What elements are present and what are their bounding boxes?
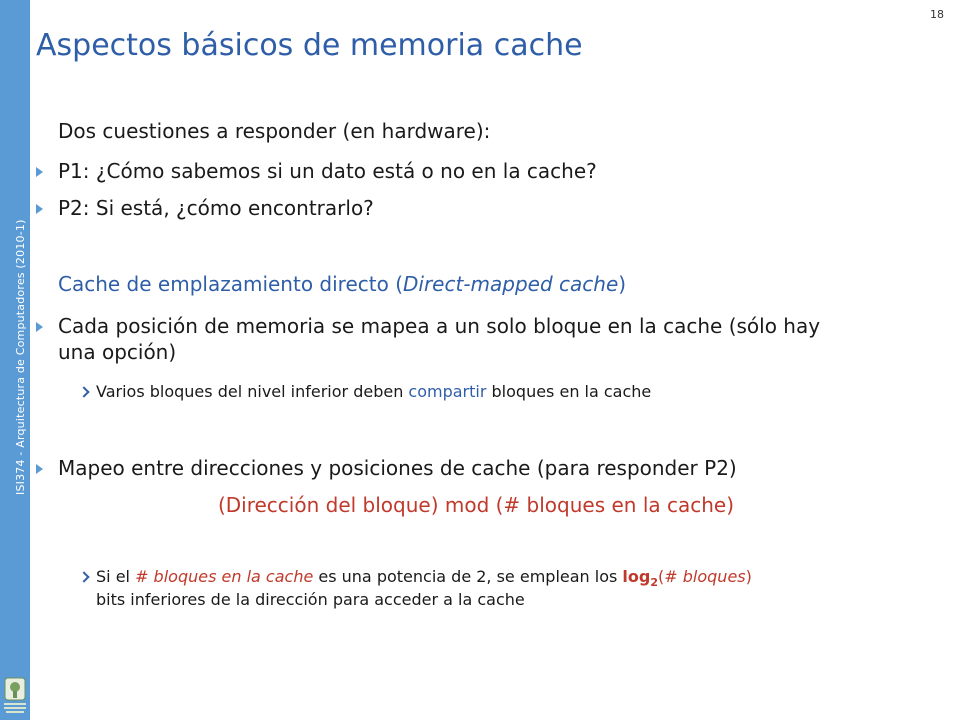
bullet-arrow-icon bbox=[36, 204, 43, 214]
sidebar bbox=[0, 0, 30, 720]
chevron-right-icon bbox=[78, 386, 89, 397]
bullet-arrow-icon bbox=[36, 322, 43, 332]
bullet-arrow-icon bbox=[36, 167, 43, 177]
course-label: ISI374 - Arquitectura de Computadores (2010-1) bbox=[14, 219, 27, 495]
university-logo-icon bbox=[2, 676, 28, 716]
bullet-arrow-icon bbox=[36, 464, 43, 474]
slide-title: Aspectos básicos de memoria cache bbox=[36, 28, 583, 63]
page-number: 18 bbox=[930, 8, 944, 21]
sub-list-item-continuation: bits inferiores de la dirección para acceder a la cache bbox=[96, 590, 525, 609]
chevron-right-icon bbox=[78, 571, 89, 582]
section-heading: Cache de emplazamiento directo (Direct-mapped cache) bbox=[58, 272, 627, 296]
list-item-continuation: una opción) bbox=[58, 340, 177, 364]
formula: (Dirección del bloque) mod (# bloques en la cache) bbox=[217, 493, 735, 517]
intro-text: Dos cuestiones a responder (en hardware): bbox=[58, 119, 491, 143]
